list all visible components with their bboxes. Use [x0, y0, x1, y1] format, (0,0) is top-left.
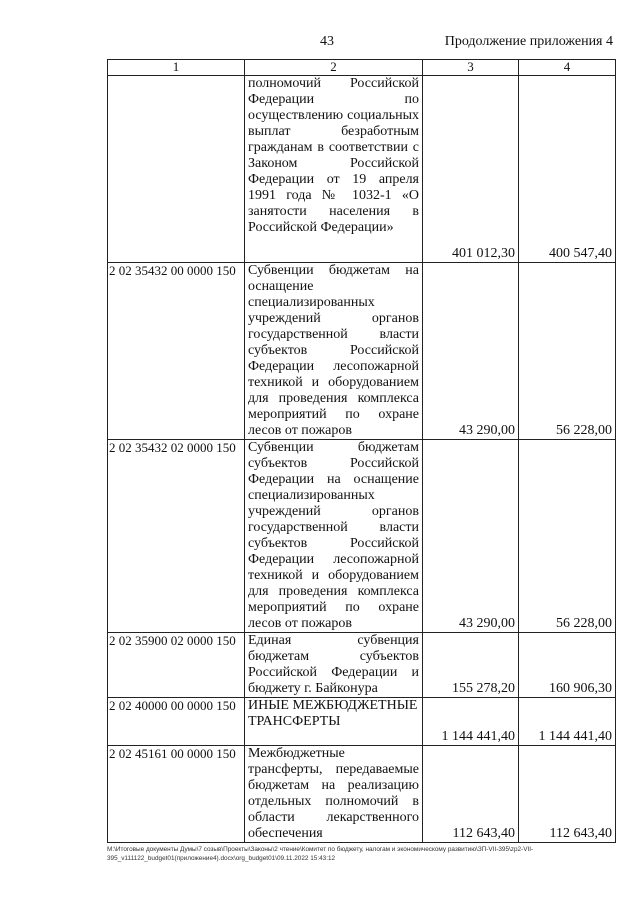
amount-col3: 401 012,30 [423, 76, 519, 263]
amount-col4: 56 228,00 [519, 263, 616, 440]
table-row [108, 633, 616, 698]
table-row [108, 698, 616, 746]
table-row [108, 76, 616, 263]
budget-code: 2 02 35432 00 0000 150 [108, 263, 245, 440]
row-description: Субвенции бюджетам на оснащение специализированных учреждений органов государственной власти субъектов Российской Федерации лесопожарной техникой и оборудованием для проведения комплекса мероприятий по охране лесов от пожаров [245, 263, 423, 440]
column-number: 3 [423, 60, 519, 76]
amount-col3: 155 278,20 [423, 633, 519, 698]
budget-code: 2 02 35432 02 0000 150 [108, 440, 245, 633]
amount-col3: 112 643,40 [423, 746, 519, 843]
amount-col4: 56 228,00 [519, 440, 616, 633]
budget-table [107, 59, 616, 843]
table-row [108, 263, 616, 440]
budget-code: 2 02 45161 00 0000 150 [108, 746, 245, 843]
amount-col3: 1 144 441,40 [423, 698, 519, 746]
column-number: 2 [245, 60, 423, 76]
row-description: ИНЫЕ МЕЖБЮДЖЕТНЫЕ ТРАНСФЕРТЫ [245, 698, 423, 746]
amount-col3: 43 290,00 [423, 440, 519, 633]
row-description: Межбюджетные трансферты, передаваемые бюджетам на реализацию отдельных полномочий в области лекарственного обеспечения [245, 746, 423, 843]
document-file-path: М:\Итоговые документы Думы\7 созыв\Проекты\Законы\2 чтение\Комитет по бюджету, налогам и экономическому развитию\ЗП-VII-395\zp2-VII-395_v111122_budget01(приложение4).docx\org_budget01\09.11.2022 15:43:12 [107, 846, 534, 862]
amount-col3: 43 290,00 [423, 263, 519, 440]
page-number: 43 [320, 34, 334, 49]
amount-col4: 400 547,40 [519, 76, 616, 263]
budget-code: 2 02 40000 00 0000 150 [108, 698, 245, 746]
row-description: полномочий Российской Федерации по осуществлению социальных выплат безработным гражданам в соответствии с Законом Российской Федерации от 19 апреля 1991 года № 1032-1 «О занятости населения в Российской Федерации» [245, 76, 423, 263]
column-number: 4 [519, 60, 616, 76]
column-number-row [108, 60, 616, 76]
row-description: Субвенции бюджетам субъектов Российской Федерации на оснащение специализированных учреждений органов государственной власти субъектов Российской Федерации лесопожарной техникой и оборудованием для проведения комплекса мероприятий по охране лесов от пожаров [245, 440, 423, 633]
column-number: 1 [108, 60, 245, 76]
continuation-label: Продолжение приложения 4 [444, 34, 613, 49]
table-row [108, 746, 616, 843]
table-row [108, 440, 616, 633]
row-description: Единая субвенция бюджетам субъектов Российской Федерации и бюджету г. Байконура [245, 633, 423, 698]
amount-col4: 112 643,40 [519, 746, 616, 843]
amount-col4: 1 144 441,40 [519, 698, 616, 746]
budget-code [108, 76, 245, 263]
amount-col4: 160 906,30 [519, 633, 616, 698]
budget-code: 2 02 35900 02 0000 150 [108, 633, 245, 698]
